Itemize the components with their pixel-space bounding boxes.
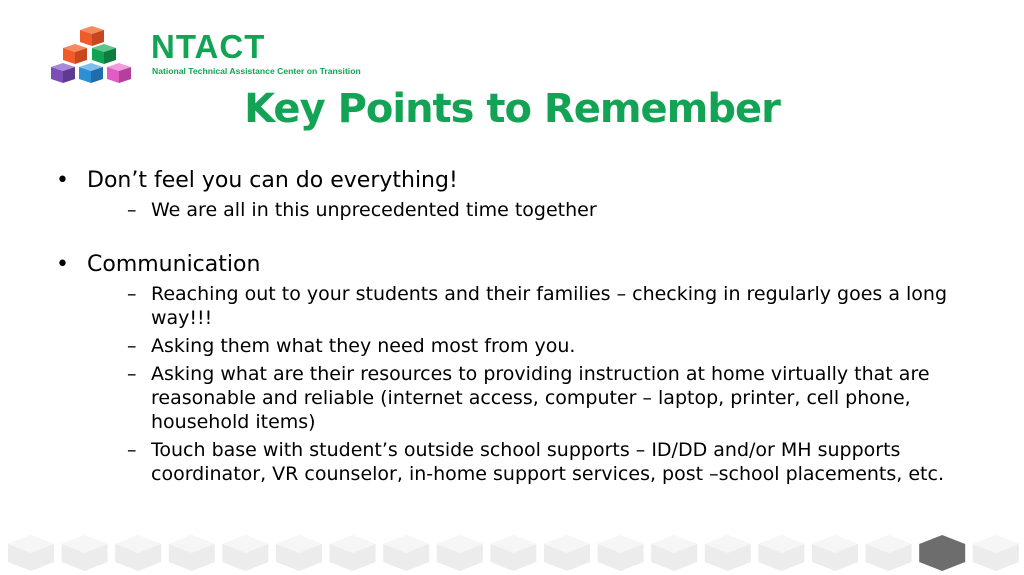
bullet-dot-icon: • [56,168,69,193]
footer-hexagon-strip [0,528,1024,575]
sub-bullet-item [118,282,966,330]
bullet-text: Communication [87,252,261,277]
dash-icon: – [127,363,137,385]
sub-bullet-text: We are all in this unprecedented time together [151,199,597,221]
sub-bullet-text: Touch base with student’s outside school supports – ID/DD and/or MH supports coordinator, VR counselor, in-home support services, post –school placements, etc. [151,439,944,485]
sub-bullet-item [118,334,966,358]
sub-bullet-text: Asking what are their resources to providing instruction at home virtually that are reasonable and reliable (internet access, computer – laptop, printer, cell phone, household items) [151,363,930,433]
bullet-text: Don’t feel you can do everything! [87,168,458,193]
sub-bullet-list [87,198,966,222]
sub-bullet-text: Reaching out to your students and their families – checking in regularly goes a long way!!! [151,283,948,329]
logo-name: NTACT [151,28,266,65]
sub-bullet-item [118,438,966,486]
bullet-dot-icon: • [56,252,69,277]
bullet-item [56,250,966,486]
sub-bullet-list [87,282,966,486]
dash-icon: – [127,283,137,305]
footer-tile-active-icon [919,535,965,571]
ntact-logo [50,26,410,86]
dash-icon: – [127,439,137,461]
slide-content [56,166,966,490]
sub-bullet-item [118,362,966,434]
logo-subtitle: National Technical Assistance Center on Transition [152,66,361,76]
cubes-logo-icon [50,26,134,86]
bullet-item [56,166,966,222]
sub-bullet-text: Asking them what they need most from you. [151,335,576,357]
dash-icon: – [127,199,137,221]
sub-bullet-item [118,198,966,222]
slide-title: Key Points to Remember [244,86,780,132]
dash-icon: – [127,335,137,357]
